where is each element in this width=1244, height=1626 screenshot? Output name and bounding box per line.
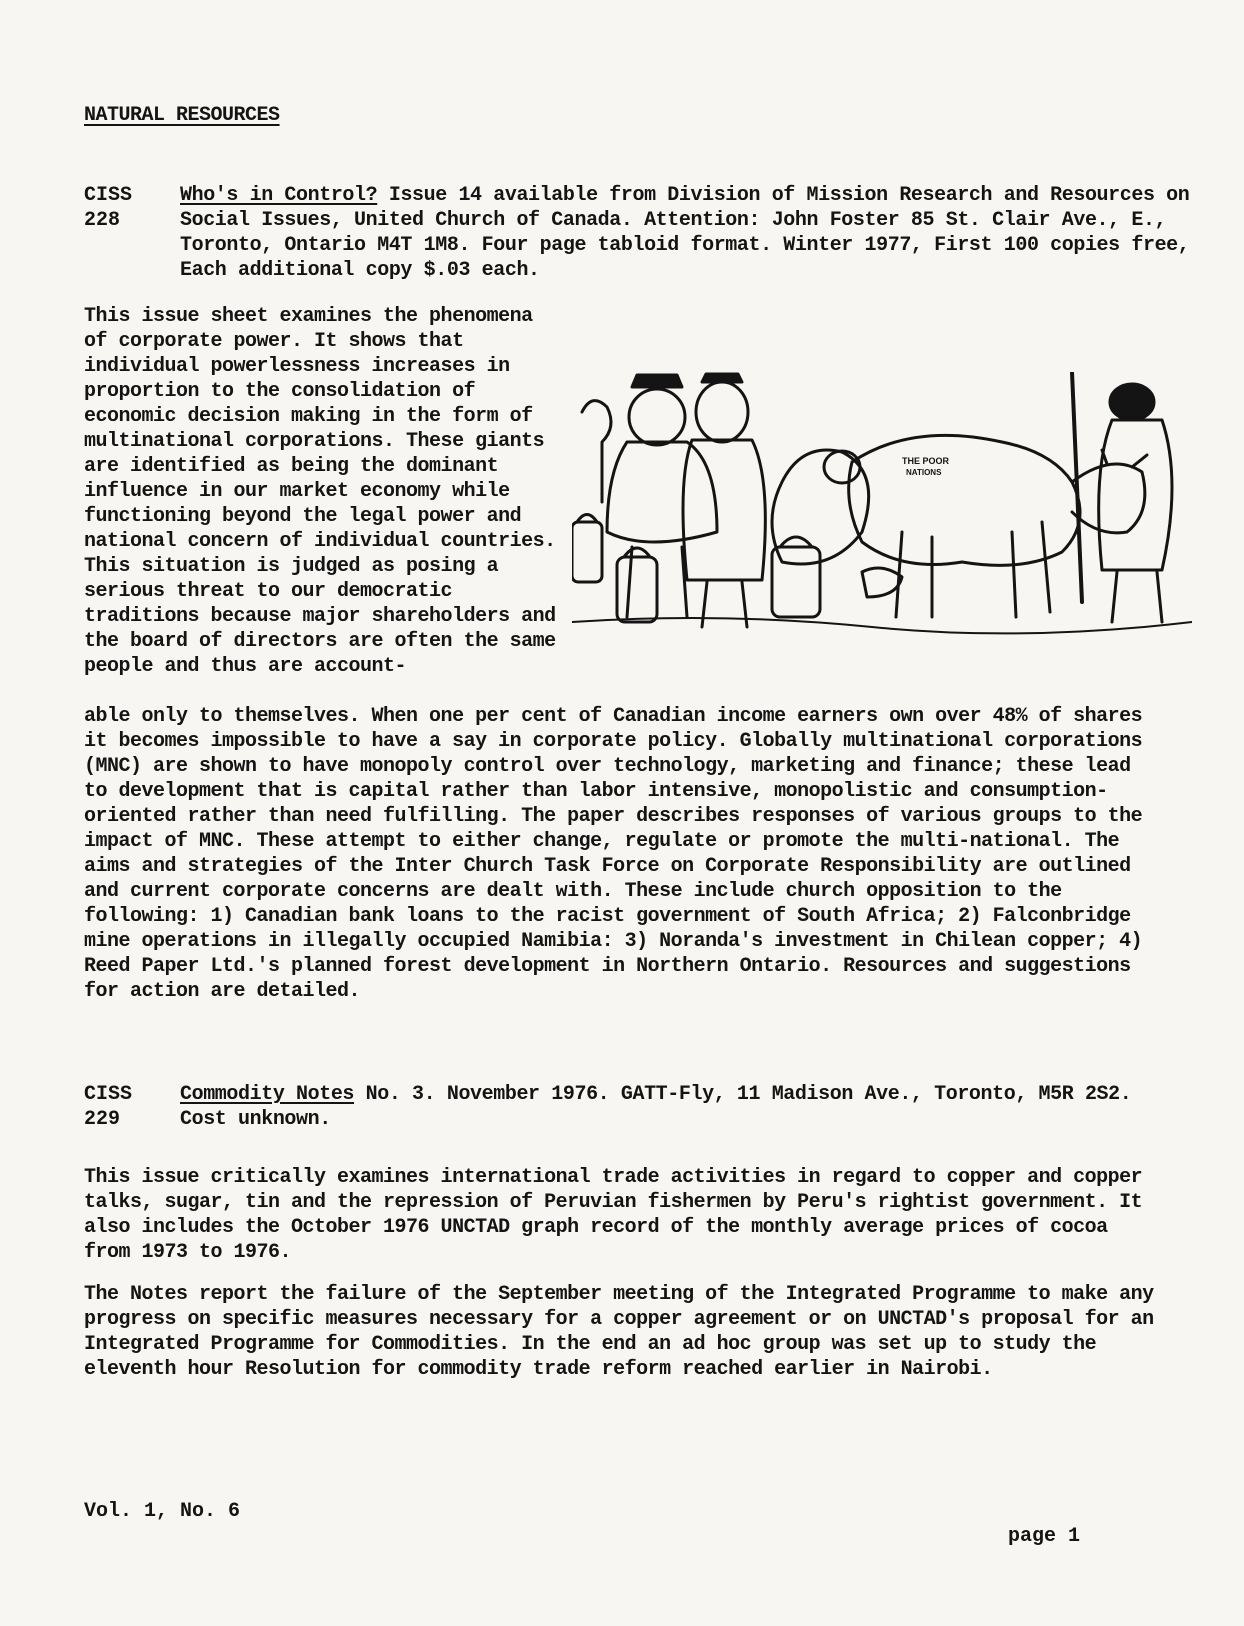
entry-id	[84, 183, 174, 233]
entry-229-paragraph-2: The Notes report the failure of the September meeting of the Integrated Programme to make any progress on specific measures necessary for a copper agreement or on UNCTAD's proposal for an Integrated Programme for Commodities. In the end an ad hoc group was set up to study the eleventh hour Resolution for commodity trade reform reached earlier in Nairobi.	[84, 1283, 1154, 1381]
footer-volume: Vol. 1, No. 6	[84, 1500, 241, 1523]
entry-228-paragraph-wrapped: This issue sheet examines the phenomena of corporate power. It shows that individual powerlessness increases in proportion to the consolidation of economic decision making in the form of multinational corporations. These giants are identified as being the dominant influence in our market economy while functioning beyond the legal power and national concern of individual countries. This situation is judged as posing a serious threat to our democratic traditions because major shareholders and the board of directors are often the same people and thus are account-	[84, 305, 556, 678]
footer-page-number: page 1	[1008, 1525, 1081, 1548]
entry-title: Commodity Notes	[180, 1083, 355, 1106]
cartoon-label-line2: NATIONS	[906, 468, 942, 477]
entry-id-number: 229	[84, 1108, 121, 1131]
entry-id	[84, 1082, 174, 1132]
entry-citation: Issue 14 available from Division of Mission Research and Resources on Social Issues, United Church of Canada. Attention: John Foster 85 St. Clair Ave., E., Toronto, Ontario M4T 1M8. Four page tabloid format. Winter 1977, First 100 copies free, Each additional copy $.03 each.	[180, 184, 1190, 282]
entry-heading	[180, 1082, 1140, 1132]
entry-id-series: CISS	[84, 1083, 133, 1106]
entry-228-paragraph-full: able only to themselves. When one per cent of Canadian income earners own over 48% of shares it becomes impossible to have a say in corporate policy. Globally multinational corporations (MNC) are shown to have monopoly control over technology, marketing and finance; these lead to development that is capital rather than labor intensive, monopolistic and consumption-oriented rather than need fulfilling. The paper describes responses of various groups to the impact of MNC. These attempt to either change, regulate or promote the multi-national. The aims and strategies of the Inter Church Task Force on Corporate Responsibility are outlined and current corporate concerns are dealt with. These include church opposition to the following: 1) Canadian bank loans to the racist government of South Africa; 2) Falconbridge mine operations in illegally occupied Namibia: 3) Noranda's investment in Chilean copper; 4) Reed Paper Ltd.'s planned forest development in Northern Ontario. Resources and suggestions for action are detailed.	[84, 705, 1143, 1003]
entry-title: Who's in Control?	[180, 184, 378, 207]
entry-heading	[180, 183, 1240, 283]
cartoon-illustration	[572, 372, 1192, 644]
entry-citation: No. 3. November 1976. GATT-Fly, 11 Madison Ave., Toronto, M5R 2S2. Cost unknown.	[180, 1083, 1132, 1131]
cartoon-label-line1: THE POOR	[902, 456, 950, 466]
entry-229-paragraph-1: This issue critically examines international trade activities in regard to copper and copper talks, sugar, tin and the repression of Peruvian fishermen by Peru's rightist government. It also includes the October 1976 UNCTAD graph record of the monthly average prices of cocoa from 1973 to 1976.	[84, 1166, 1143, 1264]
entry-id-number: 228	[84, 209, 121, 232]
entry-id-series: CISS	[84, 184, 133, 207]
section-heading: NATURAL RESOURCES	[84, 104, 280, 127]
